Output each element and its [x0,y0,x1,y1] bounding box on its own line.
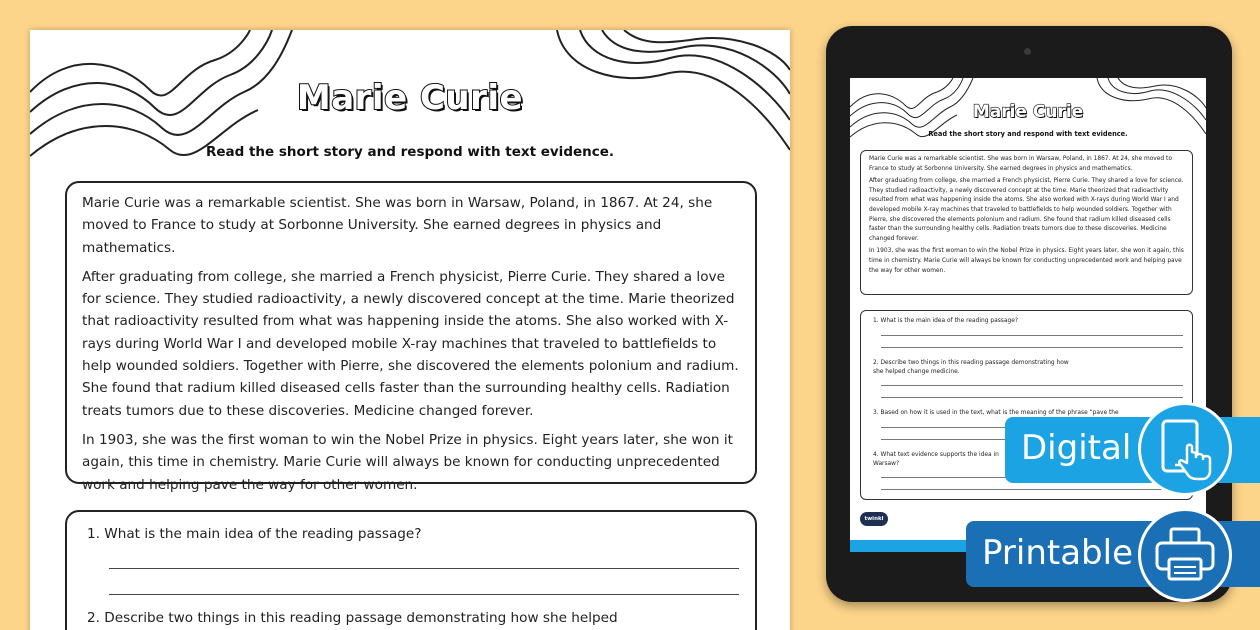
digital-label: Digital [1021,428,1132,468]
question-2: 2. Describe two things in this reading passage demonstrating how she helped [87,610,618,626]
questions-box [65,510,757,630]
worksheet-page [30,30,790,630]
printer-icon [1153,525,1217,585]
answer-line[interactable] [109,568,739,569]
worksheet-subtitle: Read the short story and respond with text evidence. [205,144,615,160]
mini-title: Marie Curie [972,102,1084,122]
camera-dot [1024,48,1031,55]
tablet-touch-icon [1155,417,1215,481]
mini-answer-line [881,489,1183,490]
worksheet-title: Marie Curie [296,78,524,118]
digital-icon-circle [1138,402,1232,496]
printable-icon-circle [1138,508,1232,602]
twinkl-logo: twinkl [860,512,888,526]
answer-line[interactable] [109,594,739,595]
passage-paragraph: In 1903, she was the first woman to win the Nobel Prize in physics. Eight years later, she won it again, this time in chemistry. Marie Curie will always be known for conducting unprecedented work and helping pave the way for other women. [82,431,733,493]
mini-passage-box [860,150,1193,295]
mini-answer-line [881,385,1183,386]
mini-subtitle: Read the short story and respond with text evidence. [928,130,1128,138]
mini-answer-line [881,397,1183,398]
mini-passage-paragraph: Marie Curie was a remarkable scientist. She was born in Warsaw, Poland, in 1867. At 24, she moved to France to study at Sorbonne University. She earned degrees in physics and mathematics. [869,156,1172,172]
printable-label: Printable [982,533,1133,573]
passage-paragraph: After graduating from college, she married a French physicist, Pierre Curie. They shared a love for science. They studied radioactivity, a newly discovered concept at the time. Marie theorized that radioactivity resulted from what was happening inside the atoms. She also worked with X-rays during World War I and developed mobile X-ray machines that traveled to battlefields to help wounded soldiers. Together with Pierre, she discovered the elements polonium and radium. She found that radium killed diseased cells faster than the surrounding healthy cells. Radiation treats tumors due to these discoveries. Medicine changed forever. [82,268,739,419]
question-1: 1. What is the main idea of the reading passage? [87,526,422,542]
mini-answer-line [881,347,1183,348]
mini-passage-paragraph: In 1903, she was the first woman to win the Nobel Prize in physics. Eight years later, she won it again, this time in chemistry. Marie Curie will always be known for conducting unprecedented work and helping pave the way for other women. [869,248,1184,274]
mini-passage-paragraph: After graduating from college, she married a French physicist, Pierre Curie. They shared a love for science. They studied radioactivity, a newly discovered concept at the time. Marie theorized that radioactivity resulted from what was happening inside the atoms. She also worked with X-rays during World War I and developed mobile X-ray machines that traveled to battlefields to help wounded soldiers. Together with Pierre, she discovered the elements polonium and radium. She found that radium killed diseased cells faster than the surrounding healthy cells. Radiation treats tumors due to these discoveries. Medicine changed forever. [869,178,1184,242]
mini-question-3: 3. Based on how it is used in the text, what is the meaning of the phrase “pave the [873,410,1119,416]
mini-question-4: 4. What text evidence supports the idea in Warsaw? [873,452,999,467]
mini-question-2: 2. Describe two things in this reading passage demonstrating how she helped change medicine. [873,360,1069,375]
reading-passage-box [65,181,757,493]
mini-question-1: 1. What is the main idea of the reading passage? [873,318,1018,324]
mini-answer-line [881,335,1183,336]
passage-paragraph: Marie Curie was a remarkable scientist. She was born in Warsaw, Poland, in 1867. At 24, she moved to France to study at Sorbonne University. She earned degrees in physics and mathematics. [82,195,713,256]
